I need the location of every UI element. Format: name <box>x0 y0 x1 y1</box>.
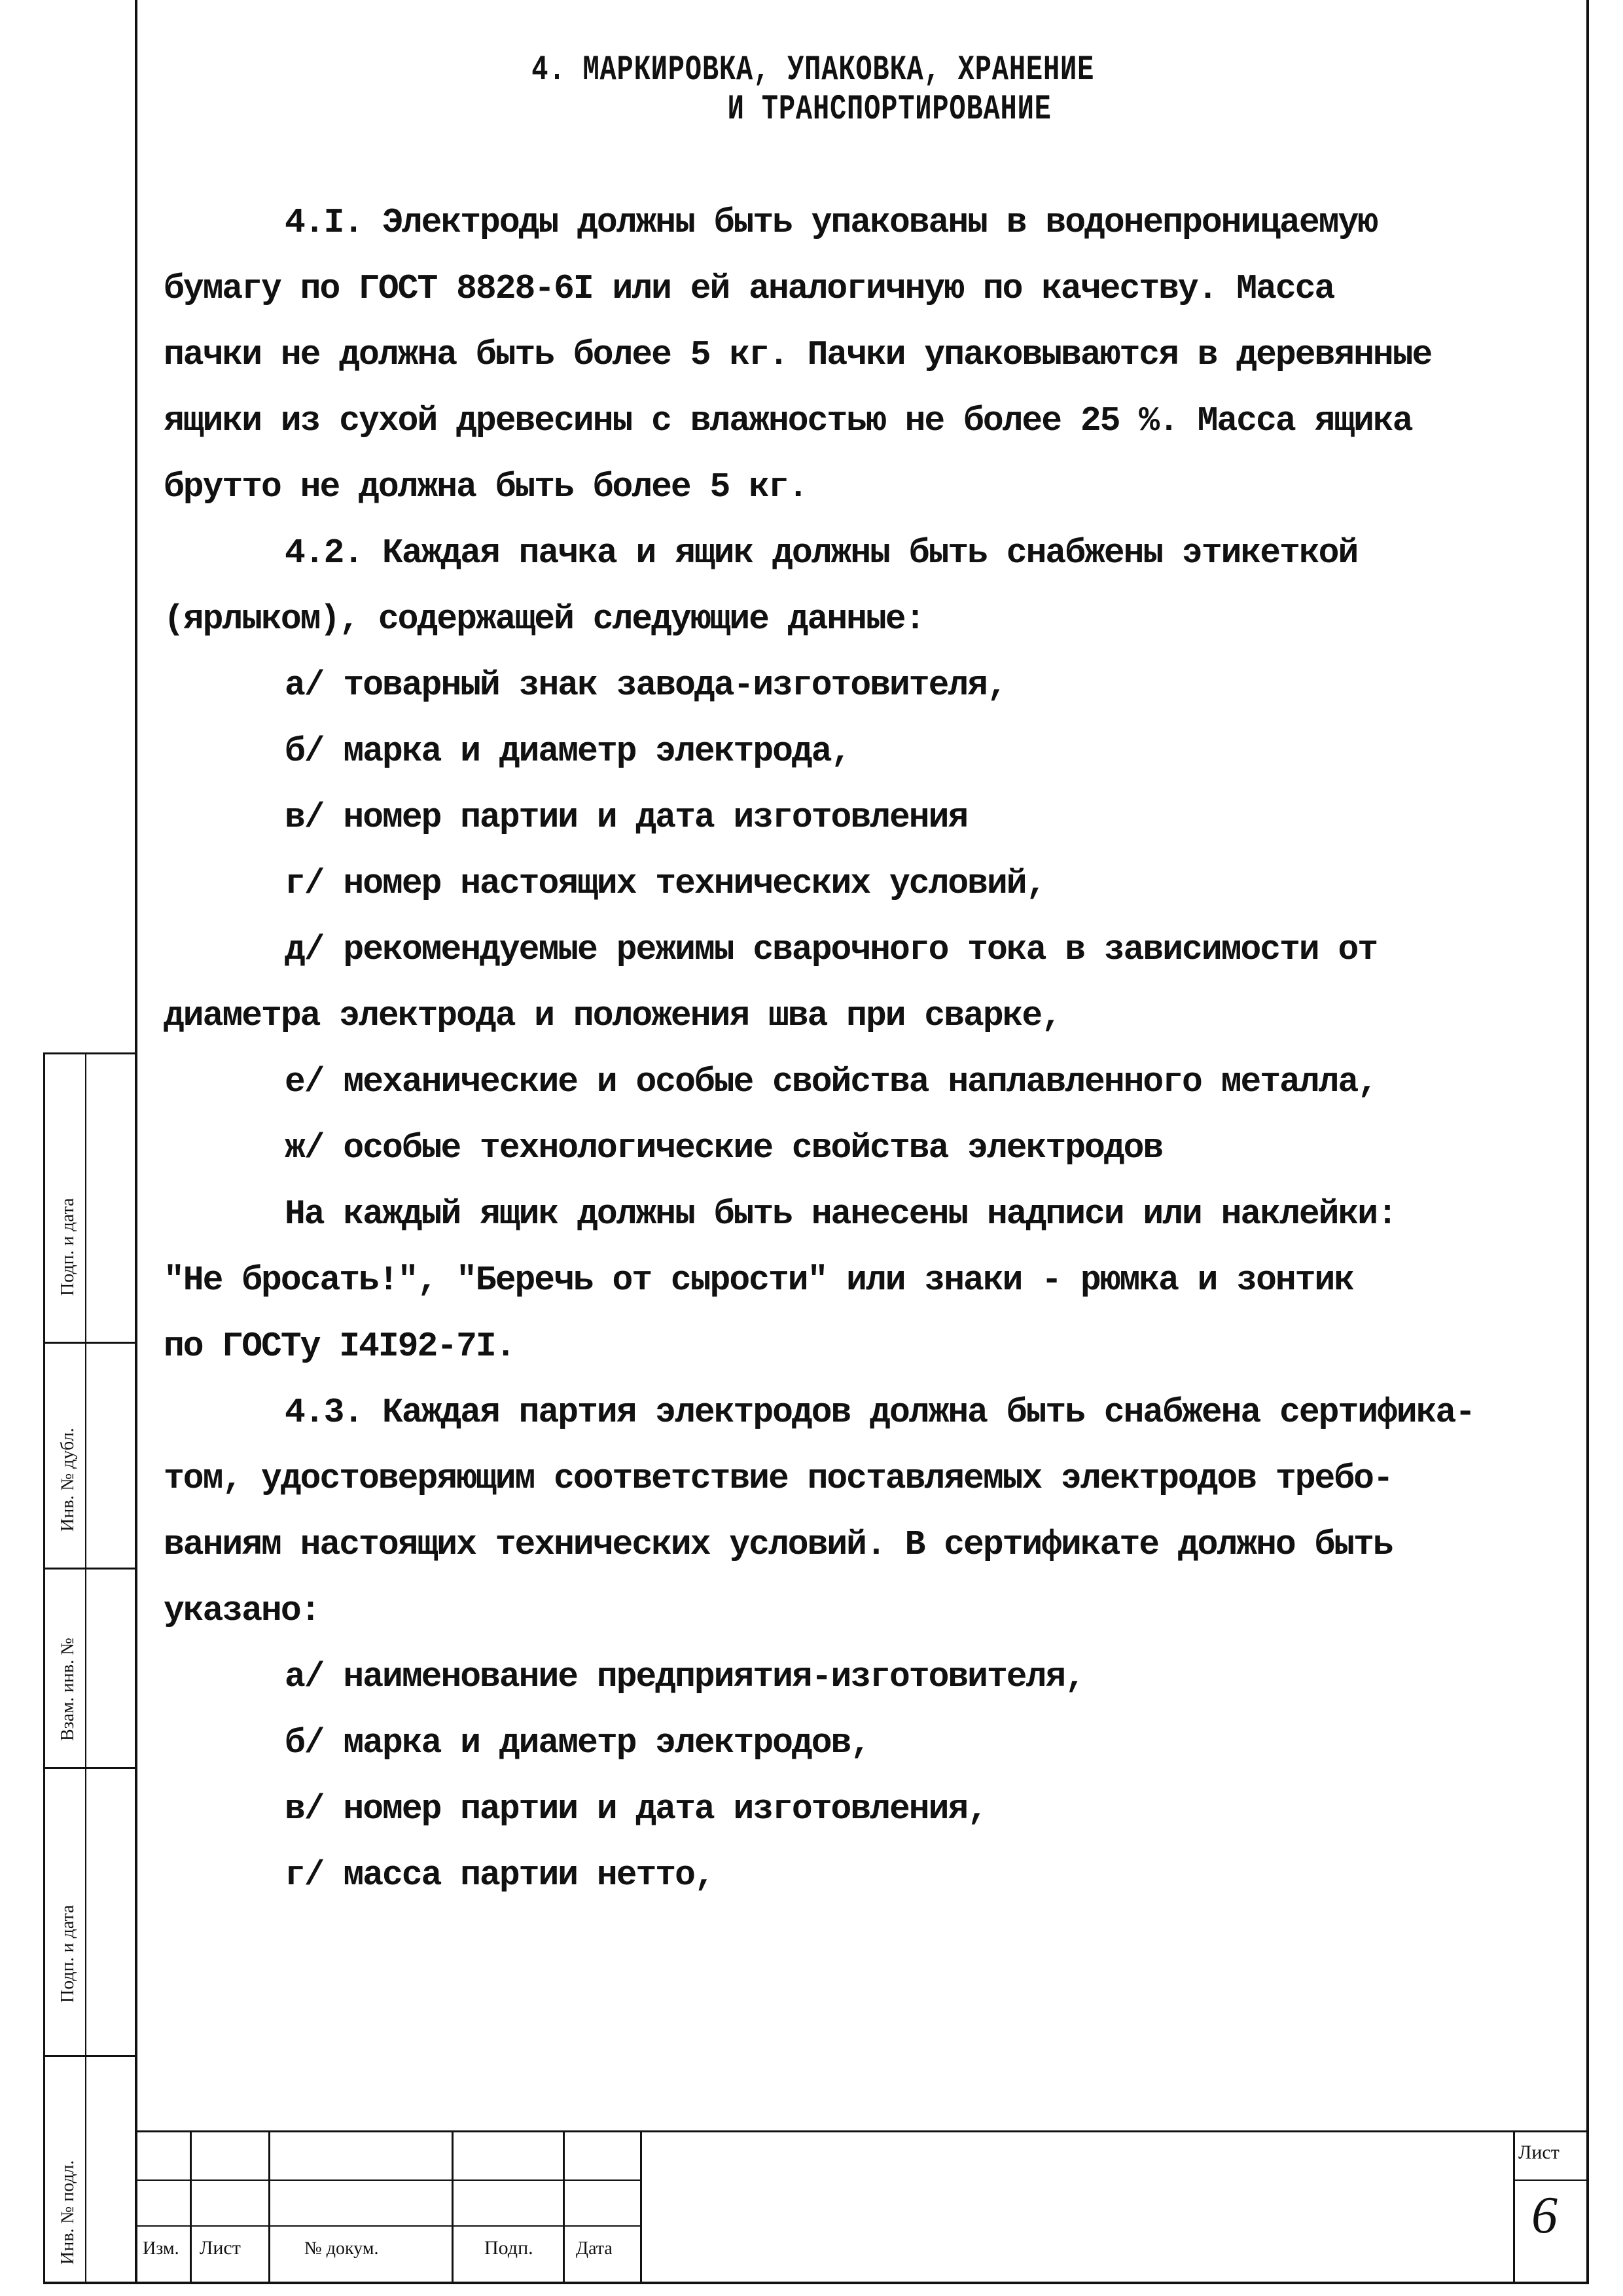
text-line: том, удостоверяющим соответствие поставляемых электродов требо- <box>164 1459 1393 1498</box>
title-block-col-line <box>268 2130 270 2284</box>
frame-bottom-border <box>43 2282 1589 2284</box>
list-item: б/ марка и диаметр электродов, <box>285 1723 870 1763</box>
sheet-box-row-line <box>1513 2179 1589 2181</box>
list-item: в/ номер партии и дата изготовления <box>285 798 968 837</box>
side-strip-divider <box>43 1052 135 1054</box>
list-item: е/ механические и особые свойства наплавленного металла, <box>285 1062 1378 1102</box>
date-label: Дата <box>576 2238 613 2259</box>
sheet-box-left-line <box>1513 2130 1515 2284</box>
list-item: г/ масса партии нетто, <box>285 1856 714 1895</box>
list-item: а/ наименование предприятия-изготовителя, <box>285 1657 1085 1696</box>
side-strip-divider <box>43 2055 135 2057</box>
list-item: а/ товарный знак завода-изготовителя, <box>285 666 1007 705</box>
podp-label: Подп. <box>484 2237 533 2259</box>
text-line: ваниям настоящих технических условий. В сертификате должно быть <box>164 1525 1393 1564</box>
text-line: по ГОСТу I4I92-7I. <box>164 1327 515 1366</box>
text-line: бумагу по ГОСТ 8828-6I или ей аналогичную по качеству. Масса <box>164 269 1334 308</box>
title-block-top-line <box>135 2130 1589 2132</box>
list-item: б/ марка и диаметр электрода, <box>285 732 851 771</box>
side-strip-divider <box>43 1568 135 1570</box>
text-line: (ярлыком), содержащей следующие данные: <box>164 600 925 639</box>
list-item: в/ номер партии и дата изготовления, <box>285 1789 987 1829</box>
text-line: указано: <box>164 1591 320 1630</box>
title-block-row-line <box>135 2225 641 2227</box>
title-block-col-line <box>452 2130 454 2284</box>
text-line: 4.I. Электроды должны быть упакованы в водонепроницаемую <box>285 203 1378 242</box>
heading-line-1: 4. МАРКИРОВКА, УПАКОВКА, ХРАНЕНИЕ <box>531 50 1095 90</box>
side-label-podp-data: Подп. и дата <box>58 1905 78 2003</box>
title-block-col-line <box>640 2130 642 2284</box>
side-label-vzam-inv: Взам. инв. № <box>58 1638 78 1741</box>
title-block-col-line <box>563 2130 565 2284</box>
text-line: ящики из сухой древесины с влажностью не более 25 %. Масса ящика <box>164 401 1412 440</box>
text-line: На каждый ящик должны быть нанесены надписи или наклейки: <box>285 1194 1397 1234</box>
section-heading <box>180 51 1446 130</box>
text-line: пачки не должна быть более 5 кг. Пачки упаковываются в деревянные <box>164 335 1432 374</box>
side-strip-outer-line <box>43 1054 45 2284</box>
sheet-label: Лист <box>1518 2142 1560 2163</box>
doc-number-label: № докум. <box>304 2238 379 2259</box>
frame-left-border <box>135 0 137 2284</box>
side-label-inv-podl: Инв. № подл. <box>58 2160 78 2265</box>
list-label: Лист <box>200 2237 241 2259</box>
text-line: "Не бросать!", "Беречь от сырости" или знаки - рюмка и зонтик <box>164 1261 1354 1300</box>
text-line: 4.2. Каждая пачка и ящик должны быть снабжены этикеткой <box>285 533 1358 573</box>
title-block-col-line <box>190 2130 192 2284</box>
title-block-row-line <box>135 2179 641 2181</box>
side-strip-divider <box>43 1767 135 1769</box>
side-label-inv-dubl: Инв. № дубл. <box>58 1427 78 1532</box>
list-item: г/ номер настоящих технических условий, <box>285 864 1046 903</box>
sheet-number: 6 <box>1531 2187 1558 2244</box>
side-strip-inner-line <box>85 1054 86 2284</box>
izm-label: Изм. <box>143 2238 179 2259</box>
text-line: брутто не должна быть более 5 кг. <box>164 467 808 507</box>
side-label-podp-data: Подп. и дата <box>58 1198 78 1296</box>
text-line: 4.3. Каждая партия электродов должна быть снабжена сертифика- <box>285 1393 1475 1432</box>
heading-line-2: И ТРАНСПОРТИРОВАНИЕ <box>727 90 1052 130</box>
side-strip-divider <box>43 1342 135 1344</box>
text-line: диаметра электрода и положения шва при сварке, <box>164 996 1061 1035</box>
frame-right-border <box>1586 0 1589 2284</box>
list-item: д/ рекомендуемые режимы сварочного тока в зависимости от <box>285 930 1378 969</box>
list-item: ж/ особые технологические свойства электродов <box>285 1128 1163 1168</box>
